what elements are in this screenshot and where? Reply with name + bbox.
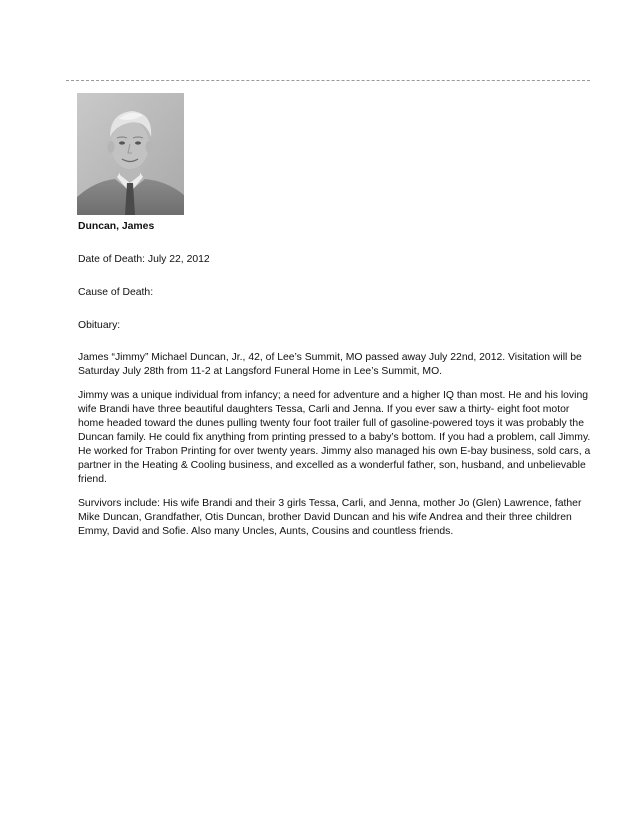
portrait-photo [77,93,184,215]
obituary-content [78,220,598,539]
obituary-paragraph-survivors: Survivors include: His wife Brandi and their 3 girls Tessa, Carli, and Jenna, mother Jo (Glen) Lawrence, father Mike Duncan, Grandfather, Otis Duncan, brother David Duncan and his wife Andrea and their three children Emmy, David and Sofie. Also many Uncles, Aunts, Cousins and countless friends. [78,498,582,537]
obituary-label: Obituary: [78,320,121,331]
obituary-paragraph-visitation: James “Jimmy” Michael Duncan, Jr., 42, of Lee’s Summit, MO passed away July 22nd, 2012. Visitation will be Saturday July 28th from 11-2 at Langsford Funeral Home in Lee’s Summit, MO. [78,352,582,377]
date-of-death: Date of Death: July 22, 2012 [78,254,210,265]
cause-of-death: Cause of Death: [78,287,154,298]
deceased-name: Duncan, James [78,221,155,232]
dashed-separator [66,80,590,81]
obituary-paragraph-biography: Jimmy was a unique individual from infancy; a need for adventure and a higher IQ than most. He and his loving wife Brandi have three beautiful daughters Tessa, Carli and Jenna. If you ever saw a thirty- eight foot motor home headed toward the dunes pulling twenty four foot trailer full of gasoline-powered toys it was probably the Duncan family. He could fix anything from printing pressed to a baby’s bottom. If you had a problem, call Jimmy. He worked for Trabon Printing for over twenty years. Jimmy also managed his own E-bay business, sold cars, a partner in the Heating & Cooling business, and excelled as a wonderful father, son, husband, and unbelievable friend. [78,390,591,485]
portrait-illustration [77,93,184,215]
